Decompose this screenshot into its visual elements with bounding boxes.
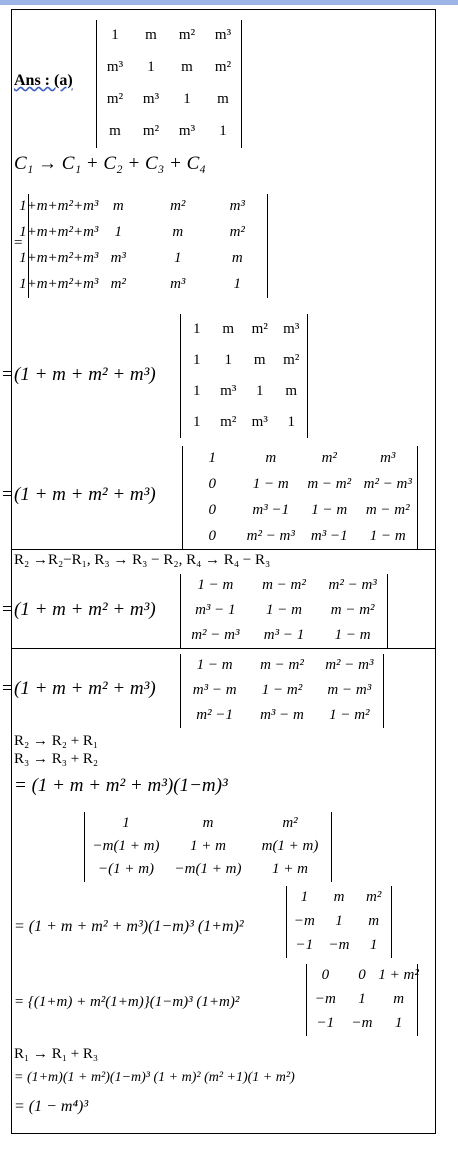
factor-expression: (1 + m + m² + m³) (14, 364, 156, 385)
matrix-entry: m² (170, 198, 186, 214)
factor-expression: (1 + m + m² + m³) (14, 484, 156, 505)
row-operation: R₃ → R₃ + R₂ (14, 751, 99, 767)
matrix-entry: −(1 + m) (97, 861, 155, 878)
matrix-entry: 1 (287, 413, 295, 430)
matrix-entry: 1 − m (196, 657, 233, 674)
matrix-entry: −1 (316, 1015, 335, 1031)
factor-expression: (1 + m + m² + m³) (14, 599, 156, 620)
matrix-entry: 1 (122, 814, 130, 831)
matrix-entry: m³ (283, 320, 300, 337)
matrix-entry: 1 (193, 351, 201, 368)
matrix-entry: m³ − m (192, 682, 237, 698)
determinant-2 (19, 194, 268, 298)
matrix-entry: m (333, 889, 345, 905)
factor-expression: (1 + m + m² + m³) (14, 678, 156, 699)
matrix-entry: m³ (380, 450, 396, 466)
matrix-entry: m² − m³ (363, 476, 412, 492)
matrix-entry: m³ − 1 (195, 602, 236, 618)
answer-label: Ans : (a) (14, 72, 73, 89)
determinant-6 (180, 654, 384, 728)
matrix-entry: m³ −1 (310, 528, 348, 544)
row-operation: R₂ → R₂ + R₁ (14, 733, 99, 749)
matrix-entry: m³ (251, 413, 268, 430)
determinant-5 (180, 574, 388, 648)
matrix-entry: m (145, 27, 157, 43)
matrix-entry: 1 (394, 1015, 403, 1031)
matrix-entry: 0 (208, 528, 216, 544)
matrix-entry: m³ (178, 123, 196, 139)
matrix-entry: 1 − m (311, 502, 348, 518)
matrix-entry: m (222, 320, 235, 337)
matrix-entry: 1 (111, 27, 119, 43)
matrix-entry: m − m² (260, 657, 304, 674)
matrix-entry: 1+m+m²+m³ (19, 250, 99, 266)
matrix-entry: 1 (300, 889, 309, 905)
equals-sign: = (2, 599, 13, 620)
matrix-entry: 1 (174, 250, 182, 266)
determinant-9 (306, 964, 418, 1036)
matrix-entry: 1 (219, 123, 227, 139)
matrix-entry: 1 (358, 991, 366, 1007)
matrix-entry: m³ (229, 198, 245, 214)
matrix-entry: 1 + m (190, 838, 226, 854)
matrix-entry: 1+m+m²+m³ (19, 276, 99, 292)
matrix-entry: m (393, 991, 405, 1007)
matrix-entry: m (253, 351, 266, 368)
matrix-entry: −m (351, 1015, 373, 1031)
matrix-entry: m² −1 (196, 706, 234, 723)
matrix-entry: m³ (142, 91, 160, 107)
equals-sign: = (2, 678, 13, 699)
matrix-entry: −m (328, 937, 350, 953)
matrix-entry: 0 (208, 502, 216, 518)
matrix-entry: 1 − m² (329, 706, 370, 723)
matrix-entry: m² − m³ (246, 528, 295, 544)
result-line: = (1 + m + m² + m³)(1−m)³ (1+m)² (14, 918, 244, 935)
matrix-entry: 1 (193, 320, 201, 337)
matrix-entry: m − m³ (327, 682, 372, 698)
matrix-entry: 1 (193, 413, 201, 430)
matrix-entry: 0 (321, 967, 330, 983)
determinant-1 (96, 20, 242, 148)
matrix-entry: 1 − m (334, 626, 371, 643)
matrix-entry: m³ (220, 382, 237, 399)
matrix-entry: m (172, 224, 184, 240)
matrix-entry: m (109, 123, 121, 139)
determinant-3 (180, 314, 308, 438)
matrix-entry: m² (106, 91, 124, 107)
matrix-entry: 1 + m (272, 861, 308, 878)
matrix-entry: m² (282, 814, 298, 831)
matrix-entry: 1 (224, 351, 232, 368)
matrix-entry: 1 (193, 382, 201, 399)
matrix-entry: 1 − m (197, 577, 234, 594)
matrix-entry: 1 (183, 91, 191, 107)
matrix-entry: 1+m+m²+m³ (19, 224, 99, 240)
matrix-entry: 1 − m² (261, 682, 303, 698)
matrix-entry: 1 (208, 450, 216, 466)
matrix-entry: m³ − 1 (263, 626, 305, 643)
matrix-entry: m² − m³ (191, 626, 240, 643)
final-answer: = (1 − m⁴)³ (14, 1098, 89, 1115)
matrix-entry: m² (229, 224, 245, 240)
row-operation: R₁ → R₁ + R₃ (14, 1046, 99, 1062)
matrix-entry: m (285, 382, 298, 399)
equals-sign: = (2, 364, 13, 385)
matrix-entry: m² (283, 351, 300, 368)
column-operation: C₁ → C₁ + C₂ + C₃ + C₄ (14, 153, 206, 174)
matrix-entry: 1 − m (252, 476, 289, 492)
matrix-entry: m (202, 814, 214, 831)
result-line: = (1+m)(1 + m²)(1−m)³ (1 + m)² (m² +1)(1 + m²) (14, 1070, 295, 1085)
matrix-entry: m³ (214, 27, 232, 43)
matrix-entry: m² (365, 889, 382, 905)
matrix-entry: m³ (106, 59, 124, 75)
matrix-entry: −1 (295, 937, 314, 953)
matrix-entry: −m(1 + m) (92, 838, 160, 854)
matrix-entry: 1 − m (266, 602, 302, 618)
matrix-entry: m³ − m (260, 706, 304, 723)
matrix-entry: m² (142, 123, 160, 139)
matrix-entry: m³ (110, 250, 126, 266)
matrix-entry: m − m² (262, 577, 306, 594)
matrix-entry: m² − m³ (328, 577, 377, 594)
matrix-entry: 1 (369, 937, 378, 953)
equals-sign: = (2, 484, 13, 505)
matrix-entry: −m (314, 991, 336, 1007)
determinant-4 (182, 446, 418, 550)
matrix-entry: m − m² (307, 476, 352, 492)
matrix-entry: −m(1 + m) (174, 861, 242, 878)
equals-sign: = (14, 235, 23, 251)
matrix-entry: m (112, 198, 124, 214)
matrix-entry: −m (293, 913, 315, 929)
matrix-entry: 1+m+m²+m³ (19, 198, 99, 214)
result-line: = (1 + m + m² + m³)(1−m)³ (14, 775, 228, 796)
matrix-entry: 1 (147, 59, 155, 75)
matrix-entry: m² (220, 413, 237, 430)
matrix-entry: m (368, 913, 380, 929)
matrix-entry: m(1 + m) (261, 838, 319, 854)
matrix-entry: 0 (358, 967, 366, 983)
matrix-entry: m (231, 250, 243, 266)
matrix-entry: m − m² (330, 602, 375, 618)
matrix-entry: m (265, 450, 277, 466)
top-accent-bar (0, 0, 458, 5)
matrix-entry: m² (178, 27, 196, 43)
matrix-entry: 1 (114, 224, 122, 240)
matrix-entry: m (217, 91, 229, 107)
matrix-entry: m² − m³ (325, 657, 374, 674)
matrix-entry: m² (110, 276, 126, 292)
matrix-entry: m³ (170, 276, 186, 292)
matrix-entry: 1 + m² (378, 967, 419, 983)
section-divider (11, 648, 436, 649)
result-line: = {(1+m) + m²(1+m)}(1−m)³ (1+m)² (14, 994, 240, 1010)
matrix-entry: m² (321, 450, 337, 466)
matrix-entry: m² (251, 320, 268, 337)
matrix-entry: m (181, 59, 193, 75)
matrix-entry: 0 (208, 476, 216, 492)
matrix-entry: 1 (256, 382, 264, 399)
row-operation: R₂ →R₂−R₁, R₃ → R₃ − R₂, R₄ → R₄ − R₃ (14, 552, 271, 568)
matrix-entry: 1 (233, 276, 241, 292)
matrix-entry: m² (214, 59, 232, 75)
matrix-entry: m − m² (365, 502, 410, 518)
determinant-8 (286, 886, 392, 958)
matrix-entry: 1 (335, 913, 343, 929)
matrix-entry: m³ −1 (252, 502, 290, 518)
determinant-7 (84, 812, 332, 882)
matrix-entry: 1 − m (369, 528, 406, 544)
